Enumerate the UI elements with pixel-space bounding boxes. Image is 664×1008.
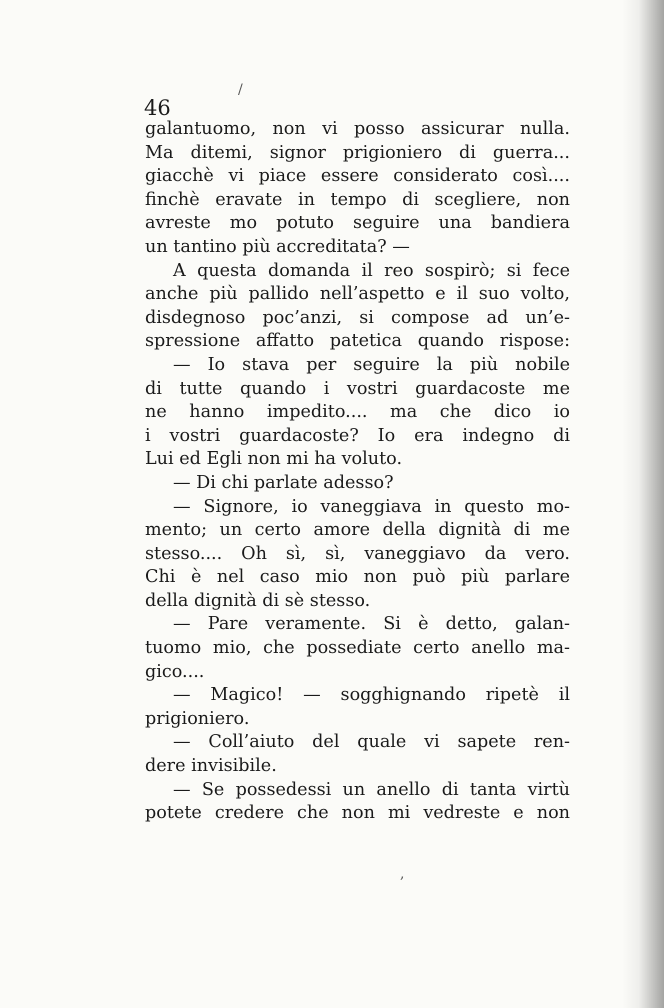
text-line: stesso.... Oh sì, sì, vaneggiavo da vero. (145, 543, 570, 564)
text-line: Ma ditemi, signor prigioniero di guerra... (145, 142, 570, 163)
text-line: gico.... (145, 661, 205, 682)
text-line: disdegnoso poc’anzi, si compose ad un’e- (145, 307, 570, 328)
text-line: giacchè vi piace essere considerato così.... (145, 166, 570, 187)
text-line: potete credere che non mi vedreste e non (145, 803, 570, 824)
text-line: della dignità di sè stesso. (145, 590, 371, 611)
text-line: — Signore, io vaneggiava in questo mo- (173, 496, 570, 517)
stray-mark: / (238, 82, 243, 98)
text-line: A questa domanda il reo sospirò; si fece (173, 260, 570, 281)
text-line: galantuomo, non vi posso assicurar nulla. (145, 119, 570, 139)
text-line: avreste mo potuto seguire una bandiera (145, 213, 570, 234)
page-number: 46 (144, 96, 171, 120)
page-edge-shadow (622, 0, 664, 1008)
stray-mark: , (400, 866, 405, 882)
body-text (145, 118, 570, 826)
text-line: spressione affatto patetica quando rispose: (145, 331, 570, 352)
text-line: — Di chi parlate adesso? (173, 472, 394, 493)
text-line: tuomo mio, che possediate certo anello ma- (145, 638, 570, 659)
text-line: Chi è nel caso mio non può più parlare (145, 567, 570, 588)
text-line: ne hanno impedito.... ma che dico io (145, 402, 570, 423)
text-line: un tantino più accreditata? — (145, 236, 410, 257)
text-line: anche più pallido nell’aspetto e il suo volto, (145, 284, 570, 305)
text-line: — Pare veramente. Si è detto, galan- (173, 614, 570, 635)
text-line: — Se possedessi un anello di tanta virtù (173, 779, 570, 800)
text-line: i vostri guardacoste? Io era indegno di (145, 425, 570, 446)
text-line: — Io stava per seguire la più nobile (173, 354, 570, 375)
text-line: — Magico! — sogghignando ripetè il (173, 685, 570, 706)
text-line: dere invisibile. (145, 756, 277, 777)
text-line: Lui ed Egli non mi ha voluto. (145, 449, 403, 470)
text-line: finchè eravate in tempo di scegliere, non (145, 189, 570, 210)
text-line: mento; un certo amore della dignità di me (145, 520, 570, 541)
text-line: prigioniero. (145, 708, 250, 729)
text-line: — Coll’aiuto del quale vi sapete ren- (173, 732, 570, 753)
text-line: di tutte quando i vostri guardacoste me (145, 378, 570, 399)
